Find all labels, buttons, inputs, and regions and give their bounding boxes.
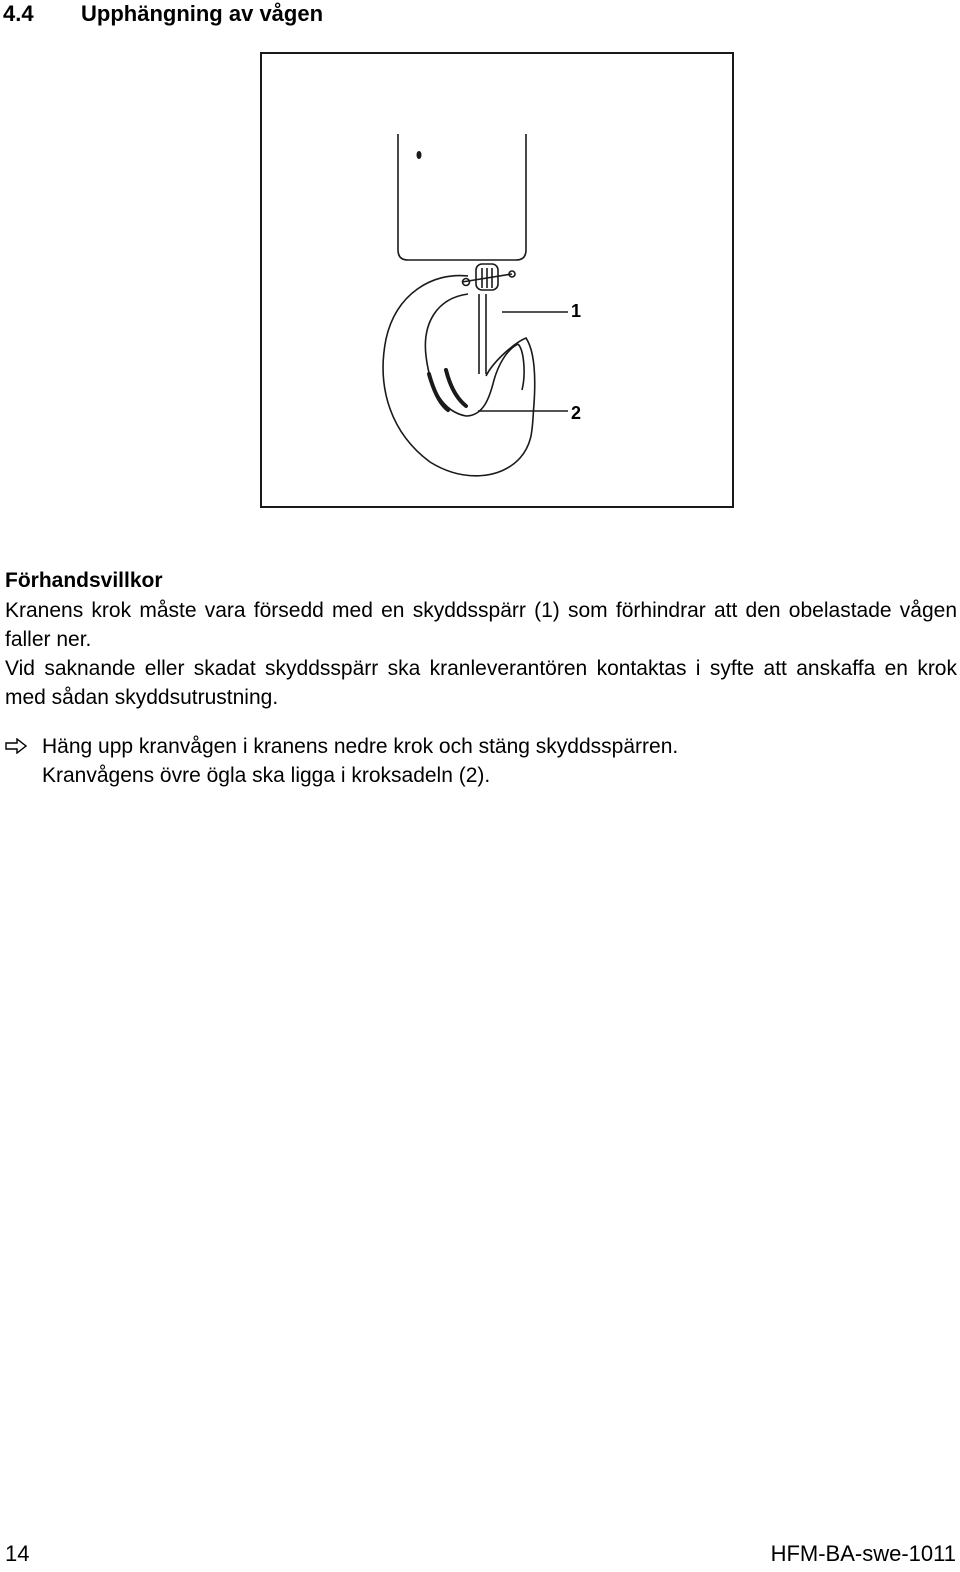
document-id: HFM-BA-swe-1011 (770, 1541, 956, 1566)
instruction-step (5, 732, 955, 790)
page-number: 14 (5, 1541, 30, 1566)
instruction-line-2: Kranvågens övre ögla ska ligga i kroksadeln (2). (42, 764, 491, 787)
section-heading (3, 0, 323, 28)
prerequisites-paragraph-2: Vid saknande eller skadat skyddsspärr ska kranleverantören kontaktas i syfte att anskaffa en krok med sådan skyddsutrustning. (5, 657, 957, 709)
hook-saddle-marks (429, 370, 466, 410)
section-title: Upphängning av vågen (81, 1, 324, 26)
crane-hook-illustration (262, 54, 732, 506)
hook-tip (518, 344, 524, 390)
scale-screw-hole (417, 151, 422, 159)
safety-latch (479, 294, 486, 374)
prerequisites-paragraph-1: Kranens krok måste vara försedd med en skyddsspärr (1) som förhindrar att den obelastade vågen faller ner. (5, 599, 957, 651)
scale-shackle (462, 264, 515, 290)
section-number: 4.4 (3, 1, 34, 26)
hook-outer (383, 276, 535, 476)
prerequisites-heading: Förhandsvillkor (5, 569, 163, 592)
hollow-arrow-right-icon (5, 738, 27, 754)
callout-label-1: 1 (571, 301, 582, 321)
callout-label-2: 2 (571, 403, 582, 423)
instruction-line-1: Häng upp kranvågen i kranens nedre krok och stäng skyddsspärren. (42, 735, 679, 758)
hook-illustration-frame (260, 52, 734, 508)
